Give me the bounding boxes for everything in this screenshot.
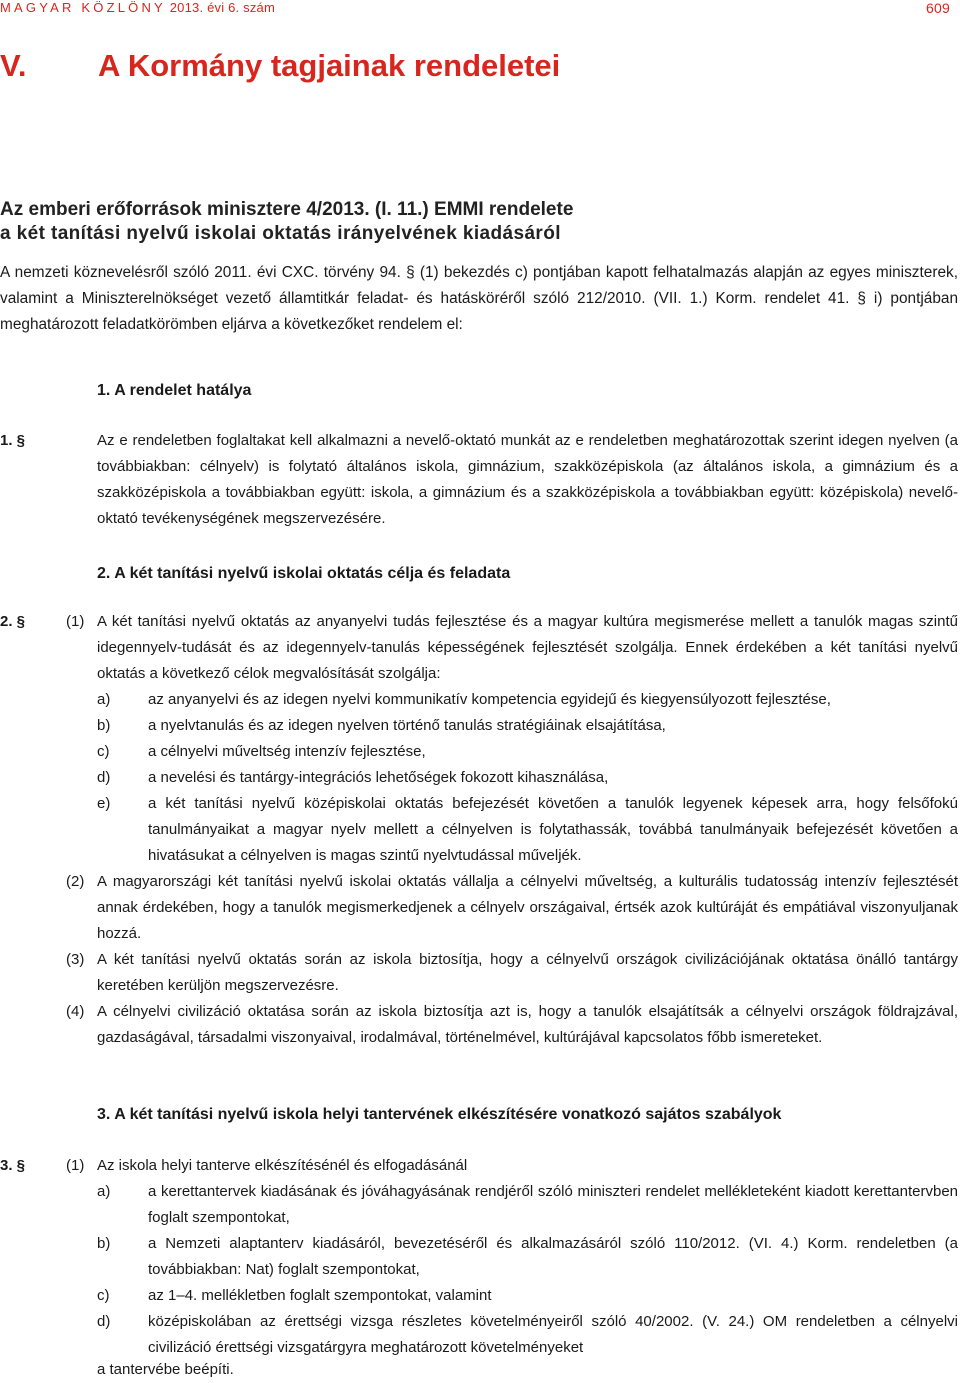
list-label: d) [97, 769, 111, 786]
section-label-3: 3. § [0, 1157, 26, 1174]
s3-paragraph-1-closing: a tantervébe beépíti. [97, 1361, 234, 1378]
s3-paragraph-1-number: (1) [66, 1157, 85, 1174]
decree-title [0, 198, 573, 246]
decree-title-line2: a két tanítási nyelvű iskolai oktatás irányelvének kiadásáról [0, 223, 561, 244]
list-label: b) [97, 717, 111, 734]
s2-paragraph-1-text: A két tanítási nyelvű oktatás az anyanyelvi tudás fejlesztése és a magyar kultúra megismerése mellett a tanulók magas szintű idegennyelv-tudását és az idegennyelv-tanulás képességének fejlesztését szolgálja. Ennek érdekében a két tanítási nyelvű oktatás a következő célok megvalósítását szolgálja: [97, 613, 958, 682]
list-label: a) [97, 691, 111, 708]
issue-number: 2013. évi 6. szám [169, 0, 276, 15]
list-text: a kerettantervek kiadásának és jóváhagyásának rendjéről szóló miniszteri rendelet mellékleteként kiadott kerettantervben foglalt szempontokat, [148, 1183, 958, 1226]
list-text: a Nemzeti alaptanterv kiadásáról, bevezetéséről és alkalmazásáról szóló 110/2012. (VI. 4.) Korm. rendeletben (a továbbiakban: Nat) foglalt szempontokat, [148, 1235, 958, 1278]
s2-paragraph-4-number: (4) [66, 1003, 85, 1020]
section-1-text: Az e rendeletben foglaltakat kell alkalmazni a nevelő-oktató munkát az e rendeletben meghatározottak szerint idegen nyelven (a továbbiakban: célnyelv) is folytató általános iskola, gimnázium, szakközépiskola (az általános iskola, a gimnázium és a szakközépiskola a továbbiakban együtt: iskola, a gimnázium és a szakközépiskola a továbbiakban együtt: középiskola) nevelő-oktató tevékenységének megszervezésére. [97, 432, 958, 527]
list-text: a nevelési és tantárgy-integrációs lehetőségek fokozott kihasználása, [148, 769, 609, 786]
s2-paragraph-2-number: (2) [66, 873, 85, 890]
list-label: c) [97, 1287, 110, 1304]
list-label: e) [97, 795, 111, 812]
section-title-text: A Kormány tagjainak rendeletei [98, 48, 561, 83]
running-header [0, 0, 960, 20]
chapter-heading-1: 1. A rendelet hatálya [97, 382, 252, 399]
list-label: d) [97, 1313, 111, 1330]
list-text: a két tanítási nyelvű középiskolai oktatás befejezését követően a tanulók legyenek képesek arra, hogy felsőfokú tanulmányaikat a magyar nyelv mellett a célnyelven is folytathassák, továbbá tanulmányaik befejezését követően a hivatásukat a célnyelven is magas szintű nyelvtudással műveljék. [148, 795, 958, 864]
publication-name: MAGYAR KÖZLÖNY [0, 0, 166, 15]
s2-paragraph-2-text: A magyarországi két tanítási nyelvű iskolai oktatás vállalja a célnyelvi műveltség, a kulturális tudatosság intenzív fejlesztését annak érdekében, hogy a tanulók megismerkedjenek a célnyelv országaival, értsék azok kultúráját és empátiával viszonyuljanak hozzá. [97, 873, 958, 942]
s2-paragraph-3-text: A két tanítási nyelvű oktatás során az iskola biztosítja, hogy a célnyelvű országok civilizációjának oktatása önálló tantárgy keretében kerüljön megszervezésre. [97, 951, 958, 994]
list-text: az anyanyelvi és az idegen nyelvi kommunikatív kompetencia egyidejű és kiegyensúlyozott fejlesztése, [148, 691, 831, 708]
list-text: a nyelvtanulás és az idegen nyelven történő tanulás stratégiáinak elsajátítása, [148, 717, 666, 734]
header-publication-issue [0, 0, 275, 16]
decree-preamble: A nemzeti köznevelésről szóló 2011. évi CXC. törvény 94. § (1) bekezdés c) pontjában kapott felhatalmazás alapján az egyes miniszterek, valamint a Miniszterelnökséget vezető államtitkár feladat- és hatásköréről szóló 212/2010. (VII. 1.) Korm. rendelet 41. § i) pontjában meghatározott feladatkörömben eljárva a következőket rendelem el: [0, 264, 958, 333]
section-label-2: 2. § [0, 613, 26, 630]
decree-title-line1: Az emberi erőforrások minisztere 4/2013. (I. 11.) EMMI rendelete [0, 199, 574, 220]
list-label: a) [97, 1183, 111, 1200]
list-text: a célnyelvi műveltség intenzív fejlesztése, [148, 743, 426, 760]
s3-paragraph-1-text: Az iskola helyi tanterve elkészítésénél és elfogadásánál [97, 1157, 468, 1174]
section-number: V. [0, 48, 27, 83]
s2-paragraph-1-number: (1) [66, 613, 85, 630]
list-label: b) [97, 1235, 111, 1252]
page-number: 609 [926, 0, 950, 16]
list-text: az 1–4. mellékletben foglalt szempontokat, valamint [148, 1287, 492, 1304]
chapter-heading-2: 2. A két tanítási nyelvű iskolai oktatás célja és feladata [97, 565, 511, 582]
s2-paragraph-4-text: A célnyelvi civilizáció oktatása során az iskola biztosítja azt is, hogy a tanulók elsajátítsák a célnyelvi országok földrajzával, gazdaságával, társadalmi viszonyaival, irodalmával, történelmével, kultúrájával kapcsolatos főbb ismereteket. [97, 1003, 958, 1046]
chapter-heading-3: 3. A két tanítási nyelvű iskola helyi tantervének elkészítésére vonatkozó sajátos szabályok [97, 1106, 782, 1123]
section-label-1: 1. § [0, 432, 26, 449]
list-text: középiskolában az érettségi vizsga részletes követelményeiről szóló 40/2002. (V. 24.) OM rendeletben a célnyelvi civilizáció érettségi vizsgatárgyra meghatározott követelményeket [148, 1313, 958, 1356]
list-label: c) [97, 743, 110, 760]
s2-paragraph-3-number: (3) [66, 951, 85, 968]
section-title [0, 47, 560, 85]
